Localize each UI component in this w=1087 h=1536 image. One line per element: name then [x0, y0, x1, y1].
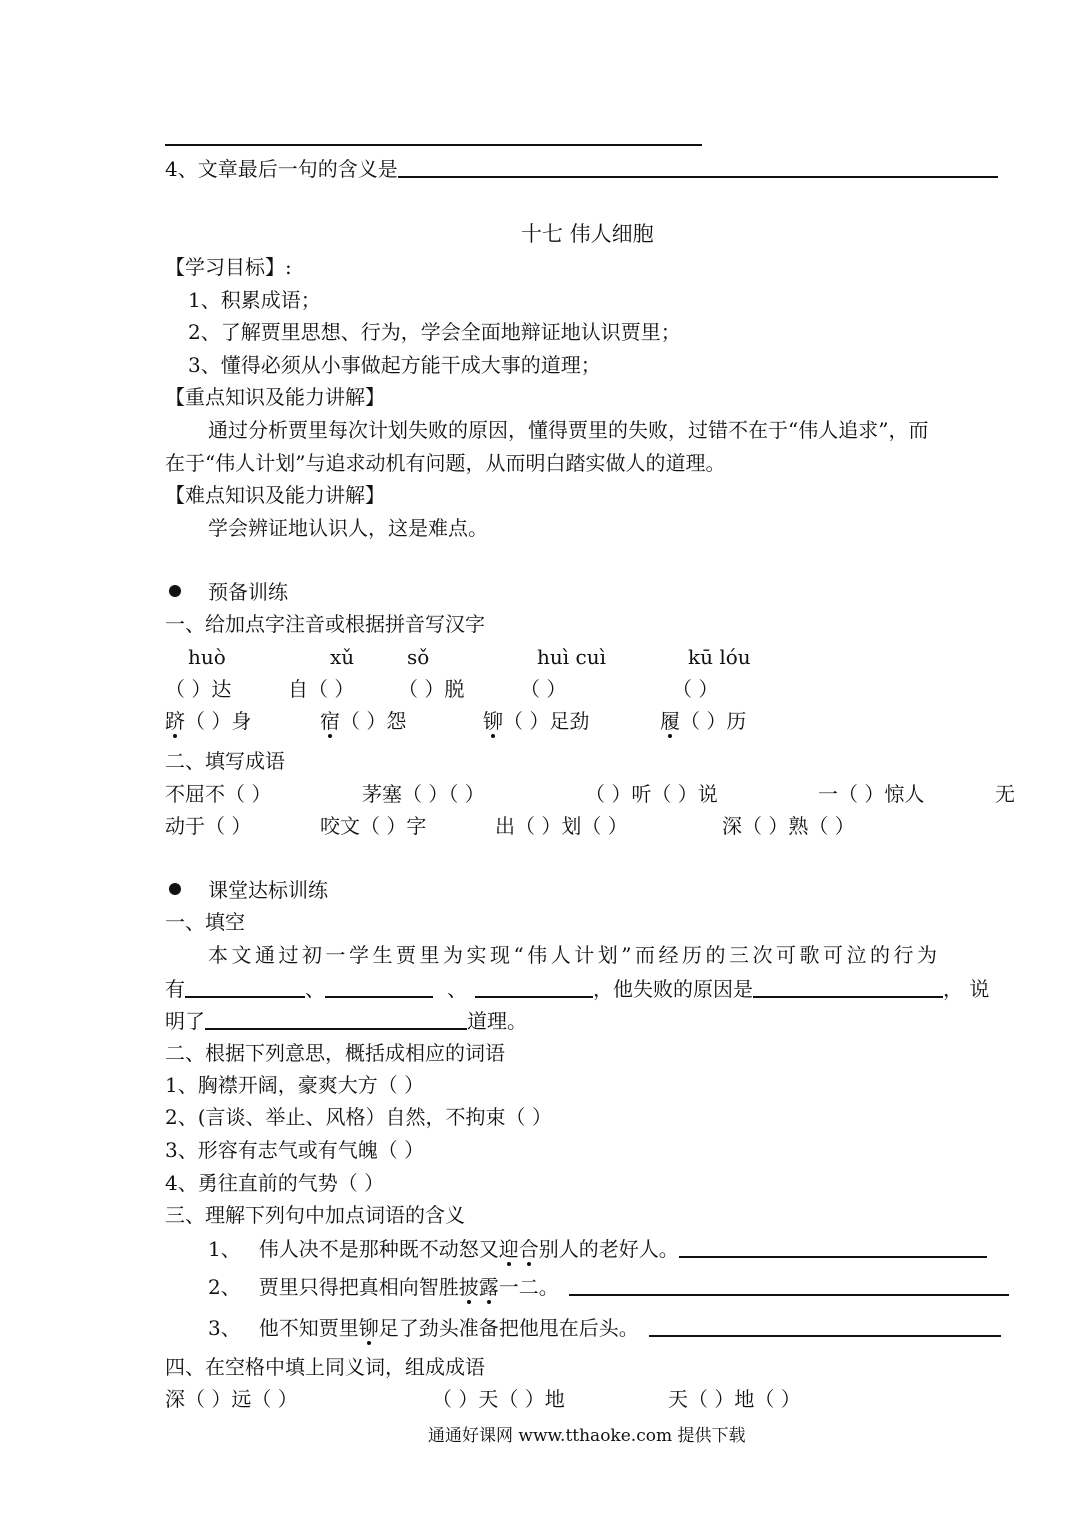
- answer-blank: [185, 978, 305, 998]
- sentence-item: [208, 1238, 987, 1259]
- dotted-char: 迎: [498, 1237, 519, 1261]
- lesson-title: 十七 伟人细胞: [521, 222, 654, 246]
- goal-item: 2、了解贾里思想、行为，学会全面地辩证地认识贾里；: [188, 320, 681, 344]
- sentence-text: 贾里只得把真相向智胜: [258, 1275, 459, 1299]
- key-paragraph: 在于“伟人计划”与追求动机有问题，从而明白踏实做人的道理。: [165, 451, 726, 475]
- fill-text: 明了: [165, 1009, 205, 1033]
- section-title: 课堂达标训练: [208, 878, 328, 902]
- blank-text: （ ）身: [185, 709, 252, 733]
- sentence-text: 一二。: [498, 1275, 559, 1299]
- blank-text: （ ）历: [680, 709, 747, 733]
- question-heading: 二、根据下列意思，概括成相应的词语: [165, 1041, 505, 1065]
- blank-text: （ ）足劲: [503, 709, 590, 733]
- question-heading: 一、给加点字注音或根据拼音写汉字: [165, 612, 485, 636]
- definition-item: 2、(言谈、举止、风格）自然，不拘束（ ）: [165, 1105, 552, 1129]
- question-heading: 二、填写成语: [165, 749, 285, 773]
- idiom-blank: 无: [995, 782, 1015, 806]
- answer-blank: [398, 158, 998, 178]
- bullet-icon: [169, 883, 181, 895]
- goal-item: 3、懂得必须从小事做起方能干成大事的道理；: [188, 353, 601, 377]
- blank-item: （ ）: [520, 677, 567, 701]
- dotted-char: 铆: [483, 709, 503, 733]
- key-header: 【重点知识及能力讲解】: [165, 385, 385, 409]
- dotted-char: 披: [458, 1275, 479, 1299]
- dotted-char: 露: [478, 1275, 499, 1299]
- answer-blank: [475, 978, 593, 998]
- pinyin-label: huò: [188, 645, 226, 669]
- idiom-blank: 一（ ）惊人: [818, 782, 925, 806]
- answer-blank: [649, 1317, 1001, 1337]
- idiom-blank: 咬文（ ）字: [320, 814, 427, 838]
- idiom-blank: 天（ ）地（ ）: [668, 1387, 801, 1411]
- sentence-item: [208, 1317, 1001, 1338]
- idiom-blank: 深（ ）远（ ）: [165, 1387, 298, 1411]
- fill-text: 、: [305, 977, 325, 1001]
- idiom-blank: 出（ ）划（ ）: [495, 814, 628, 838]
- idiom-blank: 深（ ）熟（ ）: [722, 814, 855, 838]
- blank-item: （ ）达: [165, 677, 232, 701]
- dotted-char: 宿: [320, 709, 340, 733]
- dotted-word-item: [660, 711, 746, 731]
- answer-blank: [753, 978, 943, 998]
- idiom-blank: 茅塞（ ）（ ）: [362, 782, 485, 806]
- question-4: [165, 158, 998, 179]
- bullet-icon: [169, 585, 181, 597]
- question-heading: 三、理解下列句中加点词语的含义: [165, 1203, 465, 1227]
- question-text: 4、文章最后一句的含义是: [165, 157, 398, 181]
- blank-item: （ ）脱: [398, 677, 465, 701]
- answer-line: [165, 144, 702, 146]
- fill-text: ， 说: [943, 977, 990, 1001]
- pinyin-label: sǒ: [407, 645, 430, 669]
- fill-text: ，他失败的原因是: [593, 977, 753, 1001]
- goals-header: 【学习目标】:: [165, 255, 292, 279]
- dotted-char: 跻: [165, 709, 185, 733]
- fill-paragraph: 本文通过初一学生贾里为实现“伟人计划”而经历的三次可歌可泣的行为: [208, 943, 941, 967]
- idiom-blank: （ ）听（ ）说: [585, 782, 718, 806]
- fill-text: 、: [447, 977, 467, 1001]
- answer-blank: [679, 1238, 987, 1258]
- blank-item: （ ）: [672, 677, 719, 701]
- fill-paragraph: [165, 1010, 527, 1031]
- item-number: 2、: [208, 1275, 241, 1299]
- dotted-word-item: [320, 711, 406, 731]
- pinyin-label: kū lóu: [688, 645, 751, 669]
- sentence-item: [208, 1276, 1009, 1297]
- dotted-char: 铆: [358, 1316, 379, 1340]
- fill-paragraph: [165, 978, 989, 999]
- section-title: 预备训练: [208, 580, 288, 604]
- dotted-word-item: [483, 711, 589, 731]
- dotted-char: 履: [660, 709, 680, 733]
- fill-text: 道理。: [467, 1009, 527, 1033]
- hard-header: 【难点知识及能力讲解】: [165, 483, 385, 507]
- item-number: 1、: [208, 1237, 241, 1261]
- idiom-blank: （ ）天（ ）地: [432, 1387, 565, 1411]
- answer-blank: [569, 1276, 1009, 1296]
- dotted-char: 合: [518, 1237, 539, 1261]
- fill-text: 有: [165, 977, 185, 1001]
- answer-blank: [205, 1010, 467, 1030]
- pinyin-label: huì cuì: [537, 645, 606, 669]
- key-paragraph: 通过分析贾里每次计划失败的原因，懂得贾里的失败，过错不在于“伟人追求”，而: [208, 418, 929, 442]
- goal-item: 1、积累成语；: [188, 288, 321, 312]
- sentence-text: 伟人决不是那种既不动怒又: [258, 1237, 499, 1261]
- idiom-blank: 动于（ ）: [165, 814, 252, 838]
- definition-item: 4、勇往直前的气势（ ）: [165, 1171, 385, 1195]
- page-footer: 通通好课网 www.tthaoke.com 提供下载: [428, 1426, 746, 1446]
- blank-text: （ ）怨: [340, 709, 407, 733]
- definition-item: 3、形容有志气或有气魄（ ）: [165, 1138, 425, 1162]
- blank-item: 自（ ）: [288, 677, 355, 701]
- sentence-text: 他不知贾里: [258, 1316, 359, 1340]
- hard-paragraph: 学会辨证地认识人，这是难点。: [208, 516, 488, 540]
- dotted-word-item: [165, 711, 251, 731]
- sentence-text: 别人的老好人。: [538, 1237, 679, 1261]
- item-number: 3、: [208, 1316, 241, 1340]
- pinyin-label: xǔ: [330, 645, 355, 669]
- sentence-text: 足了劲头准备把他甩在后头。: [378, 1316, 639, 1340]
- idiom-blank: 不屈不（ ）: [165, 782, 272, 806]
- definition-item: 1、胸襟开阔，豪爽大方（ ）: [165, 1073, 425, 1097]
- answer-blank: [325, 978, 433, 998]
- question-heading: 四、在空格中填上同义词，组成成语: [165, 1355, 485, 1379]
- question-heading: 一、填空: [165, 910, 245, 934]
